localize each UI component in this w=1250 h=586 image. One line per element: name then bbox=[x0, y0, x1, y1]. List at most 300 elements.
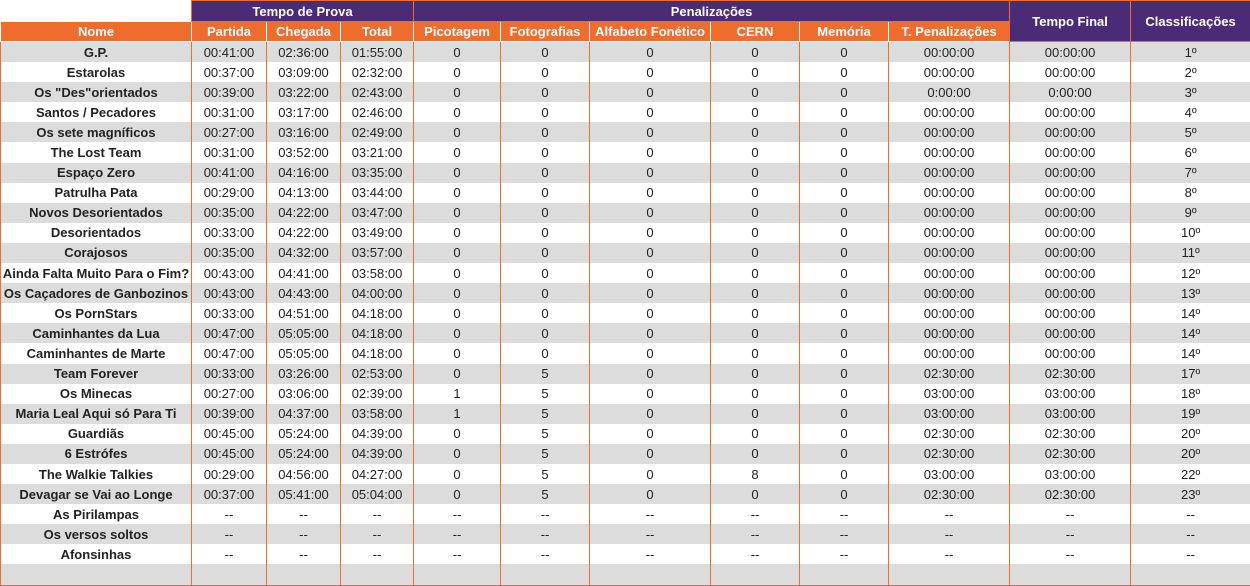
cell-total: -- bbox=[341, 544, 414, 564]
cell-picotagem: 1 bbox=[414, 384, 501, 404]
cell-tempo-final: 00:00:00 bbox=[1010, 323, 1131, 343]
cell-cern: 0 bbox=[711, 122, 800, 142]
cell-t-penalizacoes: 03:00:00 bbox=[889, 404, 1010, 424]
cell-partida: 00:47:00 bbox=[192, 343, 267, 363]
table-row bbox=[1, 364, 1250, 384]
cell-alfabeto-fonetico: 0 bbox=[590, 142, 711, 162]
cell-t-penalizacoes: -- bbox=[889, 544, 1010, 564]
cell-alfabeto-fonetico: 0 bbox=[590, 102, 711, 122]
cell-fotografias: 0 bbox=[501, 203, 590, 223]
cell-alfabeto-fonetico: 0 bbox=[590, 424, 711, 444]
cell-alfabeto-fonetico bbox=[590, 564, 711, 585]
cell-chegada: 03:06:00 bbox=[267, 384, 341, 404]
cell-cern: 0 bbox=[711, 444, 800, 464]
cell-memoria: 0 bbox=[800, 484, 889, 504]
cell-classificacao: 8º bbox=[1131, 183, 1250, 203]
cell-cern: 0 bbox=[711, 203, 800, 223]
cell-cern: -- bbox=[711, 524, 800, 544]
cell-t-penalizacoes: 00:00:00 bbox=[889, 343, 1010, 363]
cell-cern: 8 bbox=[711, 464, 800, 484]
table-row bbox=[1, 223, 1250, 243]
cell-chegada: 02:36:00 bbox=[267, 42, 341, 63]
cell-nome: Guardiãs bbox=[1, 424, 192, 444]
cell-alfabeto-fonetico: 0 bbox=[590, 364, 711, 384]
cell-picotagem: 0 bbox=[414, 203, 501, 223]
cell-classificacao: 23º bbox=[1131, 484, 1250, 504]
cell-partida: 00:37:00 bbox=[192, 484, 267, 504]
cell-partida: 00:27:00 bbox=[192, 384, 267, 404]
cell-picotagem: 0 bbox=[414, 102, 501, 122]
table-row bbox=[1, 102, 1250, 122]
cell-fotografias: 5 bbox=[501, 464, 590, 484]
cell-nome: Caminhantes da Lua bbox=[1, 323, 192, 343]
cell-nome: Santos / Pecadores bbox=[1, 102, 192, 122]
cell-partida: -- bbox=[192, 504, 267, 524]
table-row bbox=[1, 484, 1250, 504]
cell-cern: 0 bbox=[711, 102, 800, 122]
cell-chegada: 04:32:00 bbox=[267, 243, 341, 263]
cell-memoria: 0 bbox=[800, 102, 889, 122]
cell-t-penalizacoes: 03:00:00 bbox=[889, 384, 1010, 404]
cell-cern: 0 bbox=[711, 223, 800, 243]
header-total: Total bbox=[341, 22, 414, 42]
cell-total: 03:57:00 bbox=[341, 243, 414, 263]
cell-nome: Os versos soltos bbox=[1, 524, 192, 544]
cell-nome: The Lost Team bbox=[1, 142, 192, 162]
cell-fotografias: 0 bbox=[501, 163, 590, 183]
cell-nome: Novos Desorientados bbox=[1, 203, 192, 223]
cell-t-penalizacoes: 00:00:00 bbox=[889, 303, 1010, 323]
cell-total: 03:58:00 bbox=[341, 404, 414, 424]
cell-memoria: 0 bbox=[800, 243, 889, 263]
cell-memoria: 0 bbox=[800, 42, 889, 63]
cell-alfabeto-fonetico: 0 bbox=[590, 183, 711, 203]
cell-cern: 0 bbox=[711, 142, 800, 162]
cell-t-penalizacoes: 03:00:00 bbox=[889, 464, 1010, 484]
cell-nome: Ainda Falta Muito Para o Fim? bbox=[1, 263, 192, 283]
cell-tempo-final: 00:00:00 bbox=[1010, 122, 1131, 142]
cell-partida bbox=[192, 564, 267, 585]
table-row bbox=[1, 243, 1250, 263]
cell-cern: 0 bbox=[711, 484, 800, 504]
cell-chegada: 04:22:00 bbox=[267, 223, 341, 243]
cell-cern: 0 bbox=[711, 283, 800, 303]
cell-memoria: 0 bbox=[800, 183, 889, 203]
cell-classificacao: 4º bbox=[1131, 102, 1250, 122]
cell-memoria: 0 bbox=[800, 404, 889, 424]
cell-picotagem: 0 bbox=[414, 303, 501, 323]
cell-tempo-final: 0:00:00 bbox=[1010, 82, 1131, 102]
cell-tempo-final: 03:00:00 bbox=[1010, 464, 1131, 484]
cell-picotagem: -- bbox=[414, 524, 501, 544]
cell-alfabeto-fonetico: 0 bbox=[590, 163, 711, 183]
cell-cern: 0 bbox=[711, 323, 800, 343]
header-partida: Partida bbox=[192, 22, 267, 42]
cell-nome: Maria Leal Aqui só Para Ti bbox=[1, 404, 192, 424]
cell-t-penalizacoes: 00:00:00 bbox=[889, 62, 1010, 82]
cell-memoria: 0 bbox=[800, 142, 889, 162]
table-row bbox=[1, 82, 1250, 102]
cell-fotografias: -- bbox=[501, 524, 590, 544]
cell-fotografias: 5 bbox=[501, 364, 590, 384]
table-row bbox=[1, 283, 1250, 303]
cell-chegada: -- bbox=[267, 524, 341, 544]
cell-tempo-final: 03:00:00 bbox=[1010, 404, 1131, 424]
cell-tempo-final: 02:30:00 bbox=[1010, 444, 1131, 464]
cell-classificacao: -- bbox=[1131, 504, 1250, 524]
cell-picotagem: 0 bbox=[414, 62, 501, 82]
cell-partida: 00:41:00 bbox=[192, 42, 267, 63]
table-row bbox=[1, 203, 1250, 223]
cell-alfabeto-fonetico: 0 bbox=[590, 122, 711, 142]
cell-total: 02:32:00 bbox=[341, 62, 414, 82]
cell-cern: 0 bbox=[711, 42, 800, 63]
cell-fotografias bbox=[501, 564, 590, 585]
cell-fotografias: 0 bbox=[501, 223, 590, 243]
cell-memoria: 0 bbox=[800, 343, 889, 363]
cell-chegada: -- bbox=[267, 544, 341, 564]
cell-fotografias: 0 bbox=[501, 303, 590, 323]
cell-memoria: 0 bbox=[800, 203, 889, 223]
cell-t-penalizacoes: 00:00:00 bbox=[889, 42, 1010, 63]
cell-classificacao: 19º bbox=[1131, 404, 1250, 424]
cell-alfabeto-fonetico: 0 bbox=[590, 464, 711, 484]
header-tempo-de-prova: Tempo de Prova bbox=[192, 1, 414, 22]
cell-picotagem: 0 bbox=[414, 323, 501, 343]
cell-cern: 0 bbox=[711, 163, 800, 183]
cell-tempo-final: 00:00:00 bbox=[1010, 183, 1131, 203]
header-fotografias: Fotografias bbox=[501, 22, 590, 42]
cell-classificacao: 14º bbox=[1131, 303, 1250, 323]
cell-picotagem: -- bbox=[414, 504, 501, 524]
cell-partida: 00:29:00 bbox=[192, 183, 267, 203]
header-cern: CERN bbox=[711, 22, 800, 42]
cell-partida: 00:47:00 bbox=[192, 323, 267, 343]
cell-fotografias: 0 bbox=[501, 243, 590, 263]
cell-partida: 00:43:00 bbox=[192, 283, 267, 303]
cell-memoria: 0 bbox=[800, 62, 889, 82]
cell-t-penalizacoes: 00:00:00 bbox=[889, 203, 1010, 223]
cell-partida: 00:33:00 bbox=[192, 303, 267, 323]
table-body bbox=[1, 42, 1250, 586]
header-t-penalizacoes: T. Penalizações bbox=[889, 22, 1010, 42]
cell-picotagem: 0 bbox=[414, 243, 501, 263]
cell-total: 03:35:00 bbox=[341, 163, 414, 183]
cell-tempo-final: -- bbox=[1010, 544, 1131, 564]
cell-alfabeto-fonetico: 0 bbox=[590, 62, 711, 82]
cell-t-penalizacoes: 00:00:00 bbox=[889, 142, 1010, 162]
cell-memoria bbox=[800, 564, 889, 585]
cell-partida: 00:39:00 bbox=[192, 404, 267, 424]
cell-tempo-final: 00:00:00 bbox=[1010, 163, 1131, 183]
cell-alfabeto-fonetico: -- bbox=[590, 504, 711, 524]
cell-t-penalizacoes: 00:00:00 bbox=[889, 243, 1010, 263]
header-classificacoes: Classificações bbox=[1131, 1, 1250, 42]
cell-picotagem: 0 bbox=[414, 283, 501, 303]
cell-tempo-final: -- bbox=[1010, 504, 1131, 524]
cell-fotografias: 5 bbox=[501, 384, 590, 404]
cell-partida: 00:35:00 bbox=[192, 243, 267, 263]
cell-classificacao: -- bbox=[1131, 524, 1250, 544]
cell-fotografias: 0 bbox=[501, 183, 590, 203]
cell-nome: Estarolas bbox=[1, 62, 192, 82]
cell-partida: 00:33:00 bbox=[192, 223, 267, 243]
header-nome: Nome bbox=[1, 22, 192, 42]
cell-memoria: 0 bbox=[800, 122, 889, 142]
cell-chegada: 05:24:00 bbox=[267, 444, 341, 464]
table-row bbox=[1, 263, 1250, 283]
cell-memoria: -- bbox=[800, 504, 889, 524]
cell-chegada: 05:24:00 bbox=[267, 424, 341, 444]
table-row bbox=[1, 183, 1250, 203]
cell-total: 04:18:00 bbox=[341, 343, 414, 363]
cell-total: 04:27:00 bbox=[341, 464, 414, 484]
cell-total: 02:53:00 bbox=[341, 364, 414, 384]
cell-nome: Corajosos bbox=[1, 243, 192, 263]
cell-tempo-final: 00:00:00 bbox=[1010, 62, 1131, 82]
cell-tempo-final: 00:00:00 bbox=[1010, 102, 1131, 122]
cell-cern: 0 bbox=[711, 263, 800, 283]
cell-picotagem: 1 bbox=[414, 404, 501, 424]
cell-chegada: 04:41:00 bbox=[267, 263, 341, 283]
cell-chegada: 04:13:00 bbox=[267, 183, 341, 203]
table-row bbox=[1, 343, 1250, 363]
cell-picotagem: 0 bbox=[414, 122, 501, 142]
cell-alfabeto-fonetico: 0 bbox=[590, 303, 711, 323]
cell-alfabeto-fonetico: 0 bbox=[590, 384, 711, 404]
cell-fotografias: 0 bbox=[501, 82, 590, 102]
cell-classificacao: 22º bbox=[1131, 464, 1250, 484]
cell-classificacao: 20º bbox=[1131, 444, 1250, 464]
cell-classificacao: 6º bbox=[1131, 142, 1250, 162]
cell-fotografias: 5 bbox=[501, 404, 590, 424]
cell-tempo-final: 00:00:00 bbox=[1010, 303, 1131, 323]
header-group-row bbox=[1, 1, 1250, 22]
table-row bbox=[1, 424, 1250, 444]
cell-cern: 0 bbox=[711, 303, 800, 323]
cell-memoria: 0 bbox=[800, 283, 889, 303]
cell-picotagem: 0 bbox=[414, 484, 501, 504]
header-memoria: Memória bbox=[800, 22, 889, 42]
cell-t-penalizacoes: -- bbox=[889, 504, 1010, 524]
cell-partida: 00:27:00 bbox=[192, 122, 267, 142]
cell-t-penalizacoes: 02:30:00 bbox=[889, 484, 1010, 504]
cell-chegada: 04:43:00 bbox=[267, 283, 341, 303]
cell-chegada: 04:22:00 bbox=[267, 203, 341, 223]
cell-cern: 0 bbox=[711, 384, 800, 404]
cell-alfabeto-fonetico: 0 bbox=[590, 283, 711, 303]
cell-classificacao bbox=[1131, 564, 1250, 585]
cell-t-penalizacoes: 02:30:00 bbox=[889, 364, 1010, 384]
table-row bbox=[1, 504, 1250, 524]
cell-picotagem: 0 bbox=[414, 82, 501, 102]
cell-partida: 00:31:00 bbox=[192, 102, 267, 122]
cell-total: 04:18:00 bbox=[341, 303, 414, 323]
cell-memoria: 0 bbox=[800, 464, 889, 484]
cell-fotografias: 0 bbox=[501, 263, 590, 283]
cell-classificacao: 7º bbox=[1131, 163, 1250, 183]
cell-picotagem: 0 bbox=[414, 424, 501, 444]
cell-chegada: 03:52:00 bbox=[267, 142, 341, 162]
cell-classificacao: 3º bbox=[1131, 82, 1250, 102]
cell-memoria: -- bbox=[800, 544, 889, 564]
cell-fotografias: 5 bbox=[501, 424, 590, 444]
header-alfabeto-fonetico: Alfabeto Fonético bbox=[590, 22, 711, 42]
cell-total: 03:47:00 bbox=[341, 203, 414, 223]
cell-tempo-final: -- bbox=[1010, 524, 1131, 544]
cell-tempo-final: 00:00:00 bbox=[1010, 203, 1131, 223]
cell-classificacao: 17º bbox=[1131, 364, 1250, 384]
cell-total: 03:49:00 bbox=[341, 223, 414, 243]
cell-nome: Os PornStars bbox=[1, 303, 192, 323]
cell-nome: As Pirilampas bbox=[1, 504, 192, 524]
cell-partida: 00:45:00 bbox=[192, 444, 267, 464]
cell-nome: G.P. bbox=[1, 42, 192, 63]
cell-memoria: 0 bbox=[800, 364, 889, 384]
cell-alfabeto-fonetico: 0 bbox=[590, 343, 711, 363]
cell-tempo-final: 02:30:00 bbox=[1010, 424, 1131, 444]
cell-cern: 0 bbox=[711, 82, 800, 102]
cell-t-penalizacoes bbox=[889, 564, 1010, 585]
cell-classificacao: 12º bbox=[1131, 263, 1250, 283]
cell-picotagem: 0 bbox=[414, 183, 501, 203]
cell-classificacao: 5º bbox=[1131, 122, 1250, 142]
cell-t-penalizacoes: 00:00:00 bbox=[889, 223, 1010, 243]
cell-cern: 0 bbox=[711, 364, 800, 384]
cell-classificacao: 2º bbox=[1131, 62, 1250, 82]
cell-t-penalizacoes: 02:30:00 bbox=[889, 424, 1010, 444]
cell-nome: Caminhantes de Marte bbox=[1, 343, 192, 363]
cell-total: 03:21:00 bbox=[341, 142, 414, 162]
cell-tempo-final: 00:00:00 bbox=[1010, 243, 1131, 263]
table-row bbox=[1, 444, 1250, 464]
cell-classificacao: 20º bbox=[1131, 424, 1250, 444]
cell-cern: -- bbox=[711, 544, 800, 564]
cell-fotografias: 0 bbox=[501, 42, 590, 63]
cell-alfabeto-fonetico: 0 bbox=[590, 243, 711, 263]
cell-picotagem: -- bbox=[414, 544, 501, 564]
cell-partida: 00:35:00 bbox=[192, 203, 267, 223]
cell-memoria: 0 bbox=[800, 82, 889, 102]
cell-partida: 00:37:00 bbox=[192, 62, 267, 82]
table-row bbox=[1, 404, 1250, 424]
cell-picotagem: 0 bbox=[414, 464, 501, 484]
cell-nome: Devagar se Vai ao Longe bbox=[1, 484, 192, 504]
cell-tempo-final: 00:00:00 bbox=[1010, 142, 1131, 162]
cell-classificacao: 14º bbox=[1131, 323, 1250, 343]
cell-partida: 00:45:00 bbox=[192, 424, 267, 444]
cell-tempo-final: 00:00:00 bbox=[1010, 223, 1131, 243]
cell-chegada: 04:37:00 bbox=[267, 404, 341, 424]
cell-alfabeto-fonetico: -- bbox=[590, 524, 711, 544]
cell-total: 02:43:00 bbox=[341, 82, 414, 102]
cell-chegada: 04:16:00 bbox=[267, 163, 341, 183]
cell-total bbox=[341, 564, 414, 585]
cell-t-penalizacoes: 00:00:00 bbox=[889, 183, 1010, 203]
cell-partida: 00:31:00 bbox=[192, 142, 267, 162]
cell-t-penalizacoes: 00:00:00 bbox=[889, 263, 1010, 283]
cell-nome: 6 Estrófes bbox=[1, 444, 192, 464]
cell-nome: Desorientados bbox=[1, 223, 192, 243]
table-row bbox=[1, 524, 1250, 544]
cell-fotografias: 0 bbox=[501, 142, 590, 162]
cell-cern: 0 bbox=[711, 404, 800, 424]
cell-chegada: 04:56:00 bbox=[267, 464, 341, 484]
cell-total: 04:00:00 bbox=[341, 283, 414, 303]
cell-tempo-final: 00:00:00 bbox=[1010, 263, 1131, 283]
cell-t-penalizacoes: 02:30:00 bbox=[889, 444, 1010, 464]
cell-classificacao: 10º bbox=[1131, 223, 1250, 243]
table-row bbox=[1, 142, 1250, 162]
cell-classificacao: -- bbox=[1131, 544, 1250, 564]
cell-fotografias: 0 bbox=[501, 62, 590, 82]
cell-nome: Os Caçadores de Ganbozinos bbox=[1, 283, 192, 303]
cell-chegada: -- bbox=[267, 504, 341, 524]
cell-alfabeto-fonetico: 0 bbox=[590, 484, 711, 504]
header-chegada: Chegada bbox=[267, 22, 341, 42]
cell-total: 03:58:00 bbox=[341, 263, 414, 283]
cell-nome: Afonsinhas bbox=[1, 544, 192, 564]
cell-t-penalizacoes: 00:00:00 bbox=[889, 102, 1010, 122]
cell-cern: 0 bbox=[711, 183, 800, 203]
cell-total: 02:39:00 bbox=[341, 384, 414, 404]
cell-total: -- bbox=[341, 524, 414, 544]
cell-fotografias: 0 bbox=[501, 283, 590, 303]
cell-alfabeto-fonetico: -- bbox=[590, 544, 711, 564]
cell-nome: Os "Des"orientados bbox=[1, 82, 192, 102]
cell-fotografias: 0 bbox=[501, 343, 590, 363]
cell-partida: 00:43:00 bbox=[192, 263, 267, 283]
cell-alfabeto-fonetico: 0 bbox=[590, 203, 711, 223]
cell-tempo-final: 02:30:00 bbox=[1010, 364, 1131, 384]
cell-memoria: 0 bbox=[800, 384, 889, 404]
cell-chegada: 05:05:00 bbox=[267, 343, 341, 363]
cell-tempo-final: 00:00:00 bbox=[1010, 42, 1131, 63]
cell-alfabeto-fonetico: 0 bbox=[590, 444, 711, 464]
cell-alfabeto-fonetico: 0 bbox=[590, 42, 711, 63]
table-row bbox=[1, 122, 1250, 142]
cell-total: 03:44:00 bbox=[341, 183, 414, 203]
cell-alfabeto-fonetico: 0 bbox=[590, 263, 711, 283]
cell-chegada: 05:05:00 bbox=[267, 323, 341, 343]
cell-picotagem: 0 bbox=[414, 343, 501, 363]
table-row bbox=[1, 303, 1250, 323]
cell-picotagem: 0 bbox=[414, 364, 501, 384]
cell-classificacao: 13º bbox=[1131, 283, 1250, 303]
cell-memoria: 0 bbox=[800, 223, 889, 243]
cell-memoria: 0 bbox=[800, 444, 889, 464]
cell-total: 05:04:00 bbox=[341, 484, 414, 504]
cell-nome: The Walkie Talkies bbox=[1, 464, 192, 484]
cell-cern: 0 bbox=[711, 243, 800, 263]
table-row bbox=[1, 163, 1250, 183]
cell-memoria: -- bbox=[800, 524, 889, 544]
cell-partida: 00:29:00 bbox=[192, 464, 267, 484]
cell-classificacao: 14º bbox=[1131, 343, 1250, 363]
cell-chegada: 05:41:00 bbox=[267, 484, 341, 504]
cell-picotagem: 0 bbox=[414, 163, 501, 183]
cell-cern: -- bbox=[711, 504, 800, 524]
cell-cern: 0 bbox=[711, 62, 800, 82]
cell-chegada: 03:09:00 bbox=[267, 62, 341, 82]
cell-total: 02:46:00 bbox=[341, 102, 414, 122]
cell-partida: 00:41:00 bbox=[192, 163, 267, 183]
table-row bbox=[1, 564, 1250, 585]
cell-memoria: 0 bbox=[800, 323, 889, 343]
cell-memoria: 0 bbox=[800, 303, 889, 323]
cell-total: 02:49:00 bbox=[341, 122, 414, 142]
cell-nome: Os sete magníficos bbox=[1, 122, 192, 142]
